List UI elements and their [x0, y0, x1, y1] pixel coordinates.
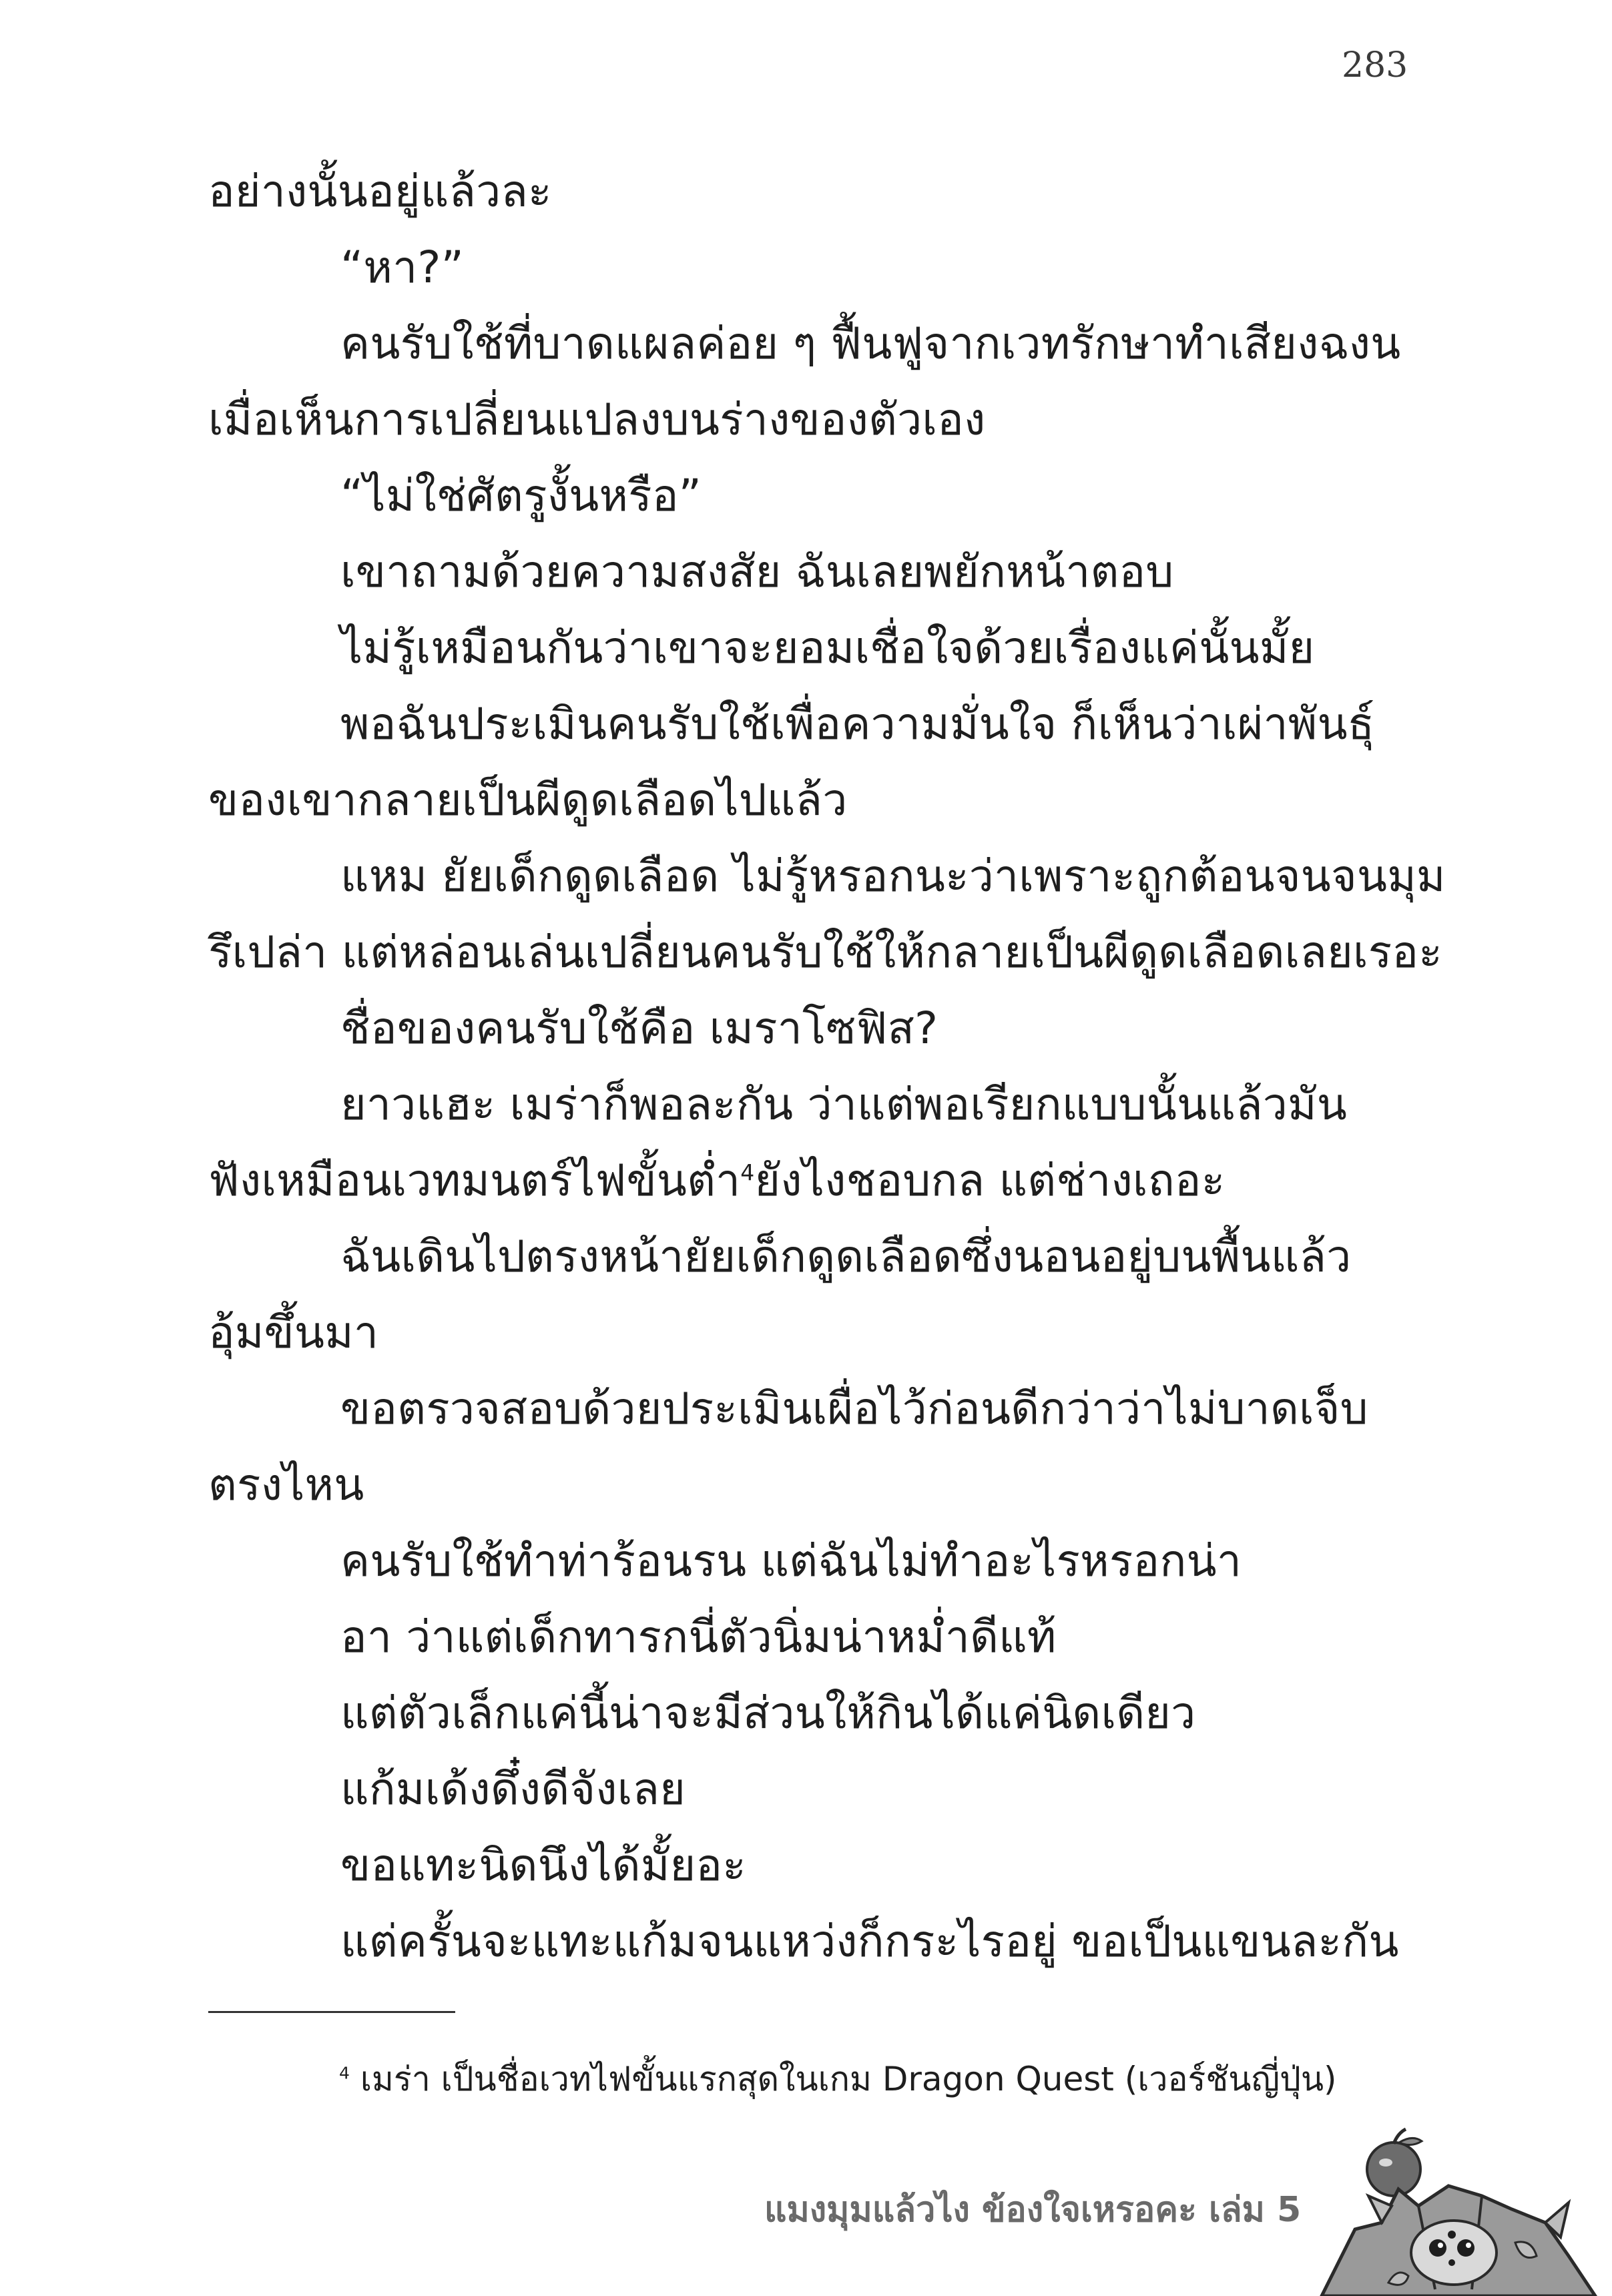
- text-line-content: ตรงไหน: [208, 1459, 364, 1510]
- text-line-content: ฉันเดินไปตรงหน้ายัยเด็กดูดเลือดซึ่งนอนอยู่บนพื้นแล้ว: [340, 1231, 1352, 1282]
- text-line: [208, 1904, 1420, 1980]
- text-line: [208, 990, 1420, 1067]
- text-line-content: แหม ยัยเด็กดูดเลือด ไม่รู้หรอกนะว่าเพราะถูกต้อนจนจนมุม: [340, 850, 1446, 902]
- text-line: [208, 154, 1420, 230]
- body-text: [208, 154, 1446, 1980]
- text-line-content: แก้มเด้งดึ๋งดีจังเลย: [340, 1763, 686, 1815]
- text-line: [208, 762, 1420, 838]
- text-line-content: ฟังเหมือนเวทมนตร์ไฟขั้นต่ำ: [208, 1155, 741, 1206]
- text-line-content: “หา?”: [340, 242, 464, 293]
- text-line: [208, 1523, 1420, 1599]
- text-line: [208, 382, 1420, 458]
- text-line-content: “ไม่ใช่ศัตรูงั้นหรือ”: [340, 470, 702, 521]
- text-line: [208, 1143, 1420, 1219]
- text-line: [208, 686, 1420, 762]
- text-line: [208, 1827, 1420, 1904]
- footnote-divider: [208, 2011, 455, 2013]
- text-line-content: ของเขากลายเป็นผีดูดเลือดไปแล้ว: [208, 774, 848, 826]
- text-line-content: พอฉันประเมินคนรับใช้เพื่อความมั่นใจ ก็เห็นว่าเผ่าพันธุ์: [340, 698, 1375, 750]
- page-number: 283: [1342, 45, 1408, 85]
- footnote-reference: 4: [740, 1159, 755, 1185]
- text-line-content: คนรับใช้ที่บาดแผลค่อย ๆ ฟื้นฟูจากเวทรักษาทำเสียงฉงน: [340, 318, 1401, 369]
- text-line-content: รึเปล่า แต่หล่อนเล่นเปลี่ยนคนรับใช้ให้กลายเป็นผีดูดเลือดเลยเรอะ: [208, 926, 1442, 978]
- text-line: [208, 1295, 1420, 1371]
- text-line-content: อา ว่าแต่เด็กทารกนี่ตัวนิ่มน่าหม่ำดีแท้: [340, 1611, 1057, 1663]
- text-line-content: เมื่อเห็นการเปลี่ยนแปลงบนร่างของตัวเอง: [208, 394, 986, 445]
- text-line-content: ยาวแฮะ เมร่าก็พอละกัน ว่าแต่พอเรียกแบบนั้นแล้วมัน: [340, 1079, 1348, 1130]
- text-line: [208, 1219, 1420, 1295]
- text-line-content: อย่างนั้นอยู่แล้วละ: [208, 166, 552, 217]
- text-line: [208, 230, 1420, 306]
- text-line-content: เขาถามด้วยความสงสัย ฉันเลยพยักหน้าตอบ: [340, 546, 1174, 597]
- text-line: [208, 306, 1420, 382]
- text-line: [208, 1067, 1420, 1143]
- text-line-content: แต่ครั้นจะแทะแก้มจนแหว่งก็กระไรอยู่ ขอเป็นแขนละกัน: [340, 1916, 1399, 1967]
- text-line: [208, 1675, 1420, 1751]
- text-line-continuation: ยังไงชอบกล แต่ช่างเถอะ: [754, 1155, 1226, 1206]
- text-line: [208, 1599, 1420, 1675]
- text-line: [208, 838, 1446, 914]
- running-footer-title: แมงมุมแล้วไง ข้องใจเหรอคะ เล่ม 5: [764, 2190, 1302, 2230]
- text-line: [208, 1751, 1420, 1827]
- text-line-content: คนรับใช้ทำท่าร้อนรน แต่ฉันไม่ทำอะไรหรอกน่า: [340, 1535, 1242, 1587]
- apple-icon: [1367, 2142, 1420, 2196]
- footnote-text: เมร่า เป็นชื่อเวทไฟขั้นแรกสุดในเกม Dragon Quest (เวอร์ชันญี่ปุ่น): [360, 2060, 1337, 2098]
- text-line: [208, 458, 1420, 534]
- text-line-content: แต่ตัวเล็กแค่นี้น่าจะมีส่วนให้กินได้แค่นิดเดียว: [340, 1687, 1196, 1739]
- text-line: [208, 1447, 1420, 1523]
- text-line-content: อุ้มขึ้นมา: [208, 1307, 379, 1358]
- text-line: [208, 534, 1420, 610]
- text-line-content: ขอตรวจสอบด้วยประเมินเผื่อไว้ก่อนดีกว่าว่าไม่บาดเจ็บ: [340, 1383, 1368, 1434]
- text-line: [208, 610, 1420, 686]
- footnote: [339, 2056, 1337, 2102]
- text-line: [208, 1371, 1420, 1447]
- text-line-content: ขอแทะนิดนึงได้มั้ยอะ: [340, 1839, 746, 1891]
- text-line-content: ไม่รู้เหมือนกันว่าเขาจะยอมเชื่อใจด้วยเรื่องแค่นั้นมั้ย: [340, 622, 1315, 673]
- footnote-marker: 4: [339, 2063, 350, 2083]
- text-line: [208, 914, 1442, 990]
- spider-mascot-illustration: [1282, 2122, 1612, 2296]
- text-line-content: ชื่อของคนรับใช้คือ เมราโซฟิส?: [340, 1002, 938, 1054]
